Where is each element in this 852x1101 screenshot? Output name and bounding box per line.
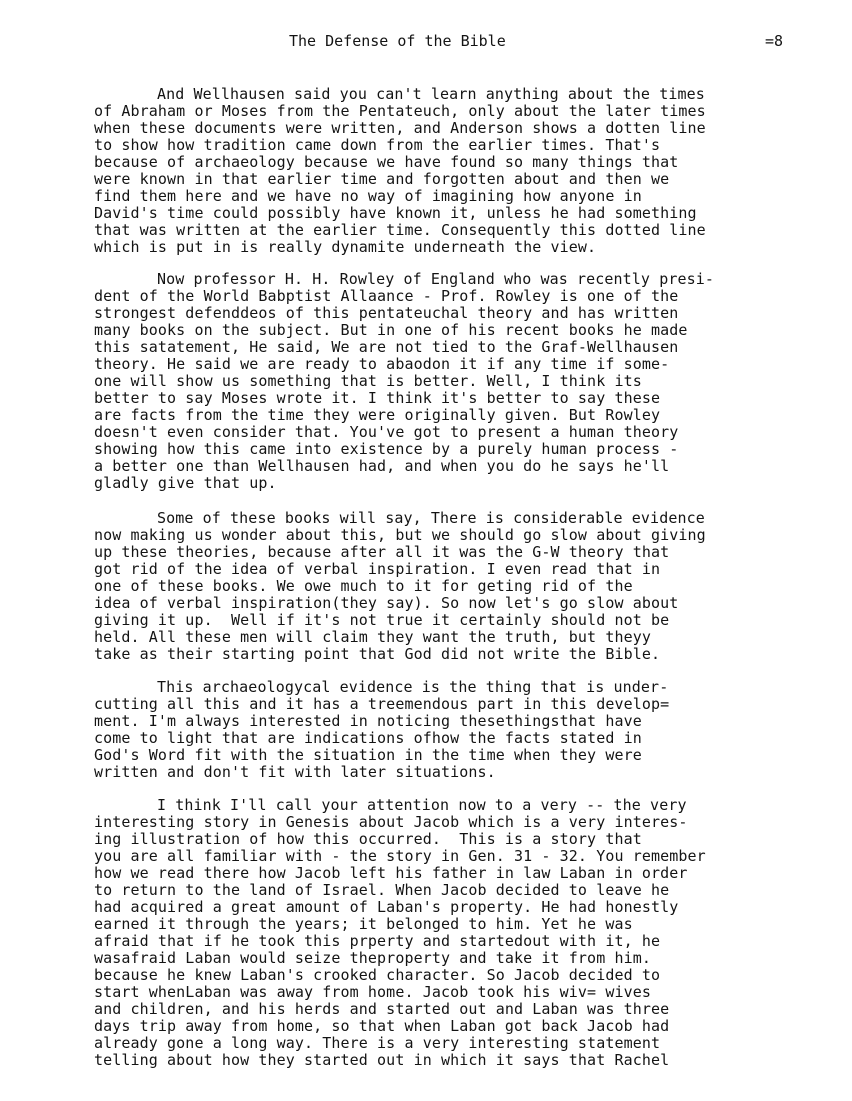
- text-line: giving it up. Well if it's not true it certainly should not be: [94, 611, 670, 629]
- text-line: start whenLaban was away from home. Jacob took his wiv= wives: [94, 983, 651, 1001]
- text-line: telling about how they started out in which it says that Rachel: [94, 1051, 670, 1069]
- text-line: already gone a long way. There is a very interesting statement: [94, 1034, 661, 1052]
- text-line: because of archaeology because we have found so many things that: [94, 153, 679, 171]
- text-line: Some of these books will say, There is considerable evidence: [157, 509, 705, 527]
- text-line: interesting story in Genesis about Jacob which is a very interes-: [94, 813, 688, 831]
- text-line: when these documents were written, and Anderson shows a dotten line: [94, 119, 706, 137]
- text-line: afraid that if he took this prperty and startedout with it, he: [94, 932, 661, 950]
- text-line: were known in that earlier time and forgotten about and then we: [94, 170, 670, 188]
- text-line: ing illustration of how this occurred. This is a story that: [94, 830, 642, 848]
- text-line: dent of the World Babptist Allaance - Prof. Rowley is one of the: [94, 287, 679, 305]
- text-line: I think I'll call your attention now to a very -- the very: [157, 796, 687, 814]
- text-line: come to light that are indications ofhow the facts stated in: [94, 729, 642, 747]
- text-line: a better one than Wellhausen had, and when you do he says he'll: [94, 457, 670, 475]
- text-line: Now professor H. H. Rowley of England who was recently presi-: [157, 270, 714, 288]
- text-line: now making us wonder about this, but we should go slow about giving: [94, 526, 706, 544]
- text-line: find them here and we have no way of imagining how anyone in: [94, 187, 642, 205]
- text-line: to show how tradition came down from the earlier times. That's: [94, 136, 661, 154]
- text-line: many books on the subject. But in one of his recent books he made: [94, 321, 688, 339]
- text-line: theory. He said we are ready to abaodon it if any time if some-: [94, 355, 670, 373]
- text-line: take as their starting point that God did not write the Bible.: [94, 645, 661, 663]
- text-line: better to say Moses wrote it. I think it's better to say these: [94, 389, 661, 407]
- text-line: doesn't even consider that. You've got to present a human theory: [94, 423, 679, 441]
- text-line: earned it through the years; it belonged to him. Yet he was: [94, 915, 633, 933]
- text-line: idea of verbal inspiration(they say). So now let's go slow about: [94, 594, 679, 612]
- page-number: =8: [765, 32, 784, 50]
- text-line: because he knew Laban's crooked character. So Jacob decided to: [94, 966, 661, 984]
- text-line: you are all familiar with - the story in Gen. 31 - 32. You remember: [94, 847, 706, 865]
- text-line: had acquired a great amount of Laban's property. He had honestly: [94, 898, 679, 916]
- text-line: which is put in is really dynamite underneath the view.: [94, 238, 597, 256]
- text-line: up these theories, because after all it was the G-W theory that: [94, 543, 670, 561]
- text-line: one will show us something that is better. Well, I think its: [94, 372, 642, 390]
- text-line: how we read there how Jacob left his father in law Laban in order: [94, 864, 688, 882]
- text-line: God's Word fit with the situation in the time when they were: [94, 746, 642, 764]
- text-line: got rid of the idea of verbal inspiration. I even read that in: [94, 560, 661, 578]
- text-line: and children, and his herds and started out and Laban was three: [94, 1000, 670, 1018]
- text-line: are facts from the time they were originally given. But Rowley: [94, 406, 661, 424]
- text-line: of Abraham or Moses from the Pentateuch, only about the later times: [94, 102, 706, 120]
- text-line: This archaeologycal evidence is the thing that is under-: [157, 678, 669, 696]
- text-line: cutting all this and it has a treemendous part in this develop=: [94, 695, 670, 713]
- text-line: to return to the land of Israel. When Jacob decided to leave he: [94, 881, 670, 899]
- text-line: ment. I'm always interested in noticing thesethingsthat have: [94, 712, 642, 730]
- text-line: this satatement, He said, We are not tied to the Graf-Wellhausen: [94, 338, 679, 356]
- text-line: written and don't fit with later situations.: [94, 763, 496, 781]
- document-title: The Defense of the Bible: [289, 32, 506, 50]
- text-line: one of these books. We owe much to it for geting rid of the: [94, 577, 633, 595]
- text-line: And Wellhausen said you can't learn anything about the times: [157, 85, 705, 103]
- text-line: that was written at the earlier time. Consequently this dotted line: [94, 221, 706, 239]
- text-line: gladly give that up.: [94, 474, 277, 492]
- text-line: wasafraid Laban would seize theproperty and take it from him.: [94, 949, 651, 967]
- text-line: held. All these men will claim they want the truth, but theyy: [94, 628, 651, 646]
- text-line: showing how this came into existence by a purely human process -: [94, 440, 679, 458]
- page-header: [0, 31, 852, 51]
- text-line: David's time could possibly have known it, unless he had something: [94, 204, 697, 222]
- text-line: strongest defenddeos of this pentateuchal theory and has written: [94, 304, 679, 322]
- text-line: days trip away from home, so that when Laban got back Jacob had: [94, 1017, 670, 1035]
